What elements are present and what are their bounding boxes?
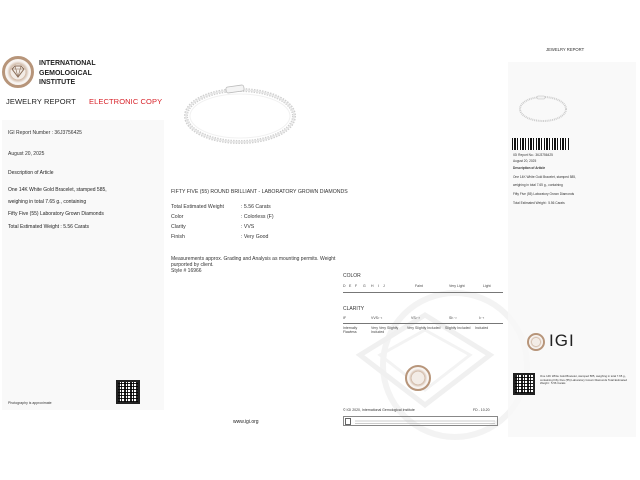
photography-note: Photography is approximate	[8, 401, 52, 405]
spec-value: : VVS	[241, 224, 255, 230]
website-link[interactable]: www.igi.org	[233, 419, 259, 425]
color-divider	[343, 292, 503, 293]
clarity-grade: VS¹⁻²	[411, 316, 420, 320]
notes-text: Measurements approx. Grading and Analysis as mounting permits. Weight purported by client.	[171, 256, 336, 268]
right-description-line: Fifty Five (55) Laboratory Grown Diamonds	[513, 192, 575, 196]
spec-row-color	[171, 214, 274, 220]
color-scale	[343, 284, 503, 288]
clarity-descriptions	[343, 326, 503, 334]
measurement-notes	[171, 256, 351, 274]
left-panel-background	[2, 120, 164, 410]
description-title: Description of Article	[8, 170, 54, 176]
color-scale-title: COLOR	[343, 273, 361, 279]
color-grade: E	[349, 284, 352, 288]
style-number: Style # 16966	[171, 268, 202, 274]
color-grade: Very Light	[449, 284, 465, 288]
spec-label: Clarity	[171, 224, 186, 230]
fine-print-box	[343, 416, 498, 426]
fine-print-text	[355, 419, 495, 424]
spec-value: : Colorless (F)	[241, 214, 274, 220]
clarity-description: Very Slightly Included	[407, 326, 441, 330]
clarity-scale-title: CLARITY	[343, 306, 365, 312]
clarity-grade: IF	[343, 316, 347, 320]
spec-value: : 5.56 Carats	[241, 204, 271, 210]
bracelet-image	[180, 78, 300, 150]
right-description-title: Description of Article	[513, 166, 546, 170]
org-name-line: GEMOLOGICAL	[39, 69, 92, 77]
igi-seal-icon	[405, 365, 431, 391]
document-icon	[345, 418, 351, 425]
color-grade: Faint	[415, 284, 423, 288]
clarity-scale	[343, 316, 503, 320]
color-grade: G	[363, 284, 366, 288]
clarity-description: Internally Flawless	[343, 326, 358, 334]
right-description-line: weighing in total 7.65 g., containing	[513, 183, 563, 187]
igi-seal-logo-icon	[2, 56, 34, 88]
clarity-description: Slightly Included	[445, 326, 471, 330]
right-description-line: Total Estimated Weight : 5.56 Carats	[513, 201, 565, 205]
org-name-line: INSTITUTE	[39, 79, 76, 86]
report-date: August 20, 2025	[8, 151, 45, 157]
qr-code-icon	[513, 373, 535, 395]
color-grade: Light	[483, 284, 491, 288]
copyright-text: © IGI 2020, International Gemological Institute	[343, 408, 415, 412]
clarity-grade: I¹⁻³	[479, 316, 485, 320]
right-report-number: IGI Report No.: 36J3756425	[513, 153, 553, 157]
clarity-grade: SI¹⁻²	[449, 316, 457, 320]
description-line: Fifty Five (55) Laboratory Grown Diamonds	[8, 211, 104, 217]
right-summary-text: One 14K White Gold Bracelet, stamped 585, weighing in total 7.65 g., containing Fifty Five (55) Laboratory Grown Diamonds Total Estimated Weight : 5.56 Carats	[540, 374, 628, 386]
clarity-divider	[343, 323, 503, 324]
qr-code-icon	[116, 380, 140, 404]
description-line: Total Estimated Weight : 5.56 Carats	[8, 224, 90, 230]
diamond-heading: FIFTY FIVE (55) ROUND BRILLIANT - LABORATORY GROWN DIAMONDS	[171, 189, 348, 195]
clarity-grade: VVS¹⁻²	[371, 316, 383, 320]
color-grade: D	[343, 284, 346, 288]
clarity-description: Included	[475, 326, 489, 330]
color-grade: I	[378, 284, 379, 288]
spec-row-weight	[171, 204, 271, 210]
right-description-line: One 14K White Gold Bracelet, stamped 585,	[513, 175, 576, 179]
electronic-copy-label: ELECTRONIC COPY	[89, 97, 163, 106]
description-line: weighing in total 7.65 g., containing	[8, 199, 87, 205]
spec-label: Finish	[171, 234, 185, 240]
igi-brand-text: IGI	[549, 331, 575, 350]
spec-row-clarity	[171, 224, 254, 230]
color-grade: J	[383, 284, 385, 288]
color-grade: H	[371, 284, 374, 288]
barcode-icon	[512, 138, 570, 150]
spec-label: Total Estimated Weight	[171, 204, 224, 210]
org-name-line: INTERNATIONAL	[39, 60, 96, 67]
spec-value: : Very Good	[241, 234, 269, 240]
color-grade: F	[355, 284, 358, 288]
igi-seal-icon	[527, 333, 545, 351]
clarity-description: Very Very Slightly Included	[371, 326, 399, 334]
organization-name	[39, 59, 96, 88]
form-code: FD - 10.20	[473, 408, 490, 412]
spec-row-finish	[171, 234, 268, 240]
report-type-title: JEWELRY REPORT	[6, 97, 76, 106]
right-report-date: August 20, 2025	[513, 159, 537, 163]
report-number: IGI Report Number : 36J3756425	[8, 130, 82, 136]
bracelet-thumbnail	[517, 92, 569, 124]
description-line: One 14K White Gold Bracelet, stamped 585,	[8, 187, 107, 193]
spec-label: Color	[171, 214, 184, 220]
right-report-title: JEWELRY REPORT	[546, 47, 585, 52]
